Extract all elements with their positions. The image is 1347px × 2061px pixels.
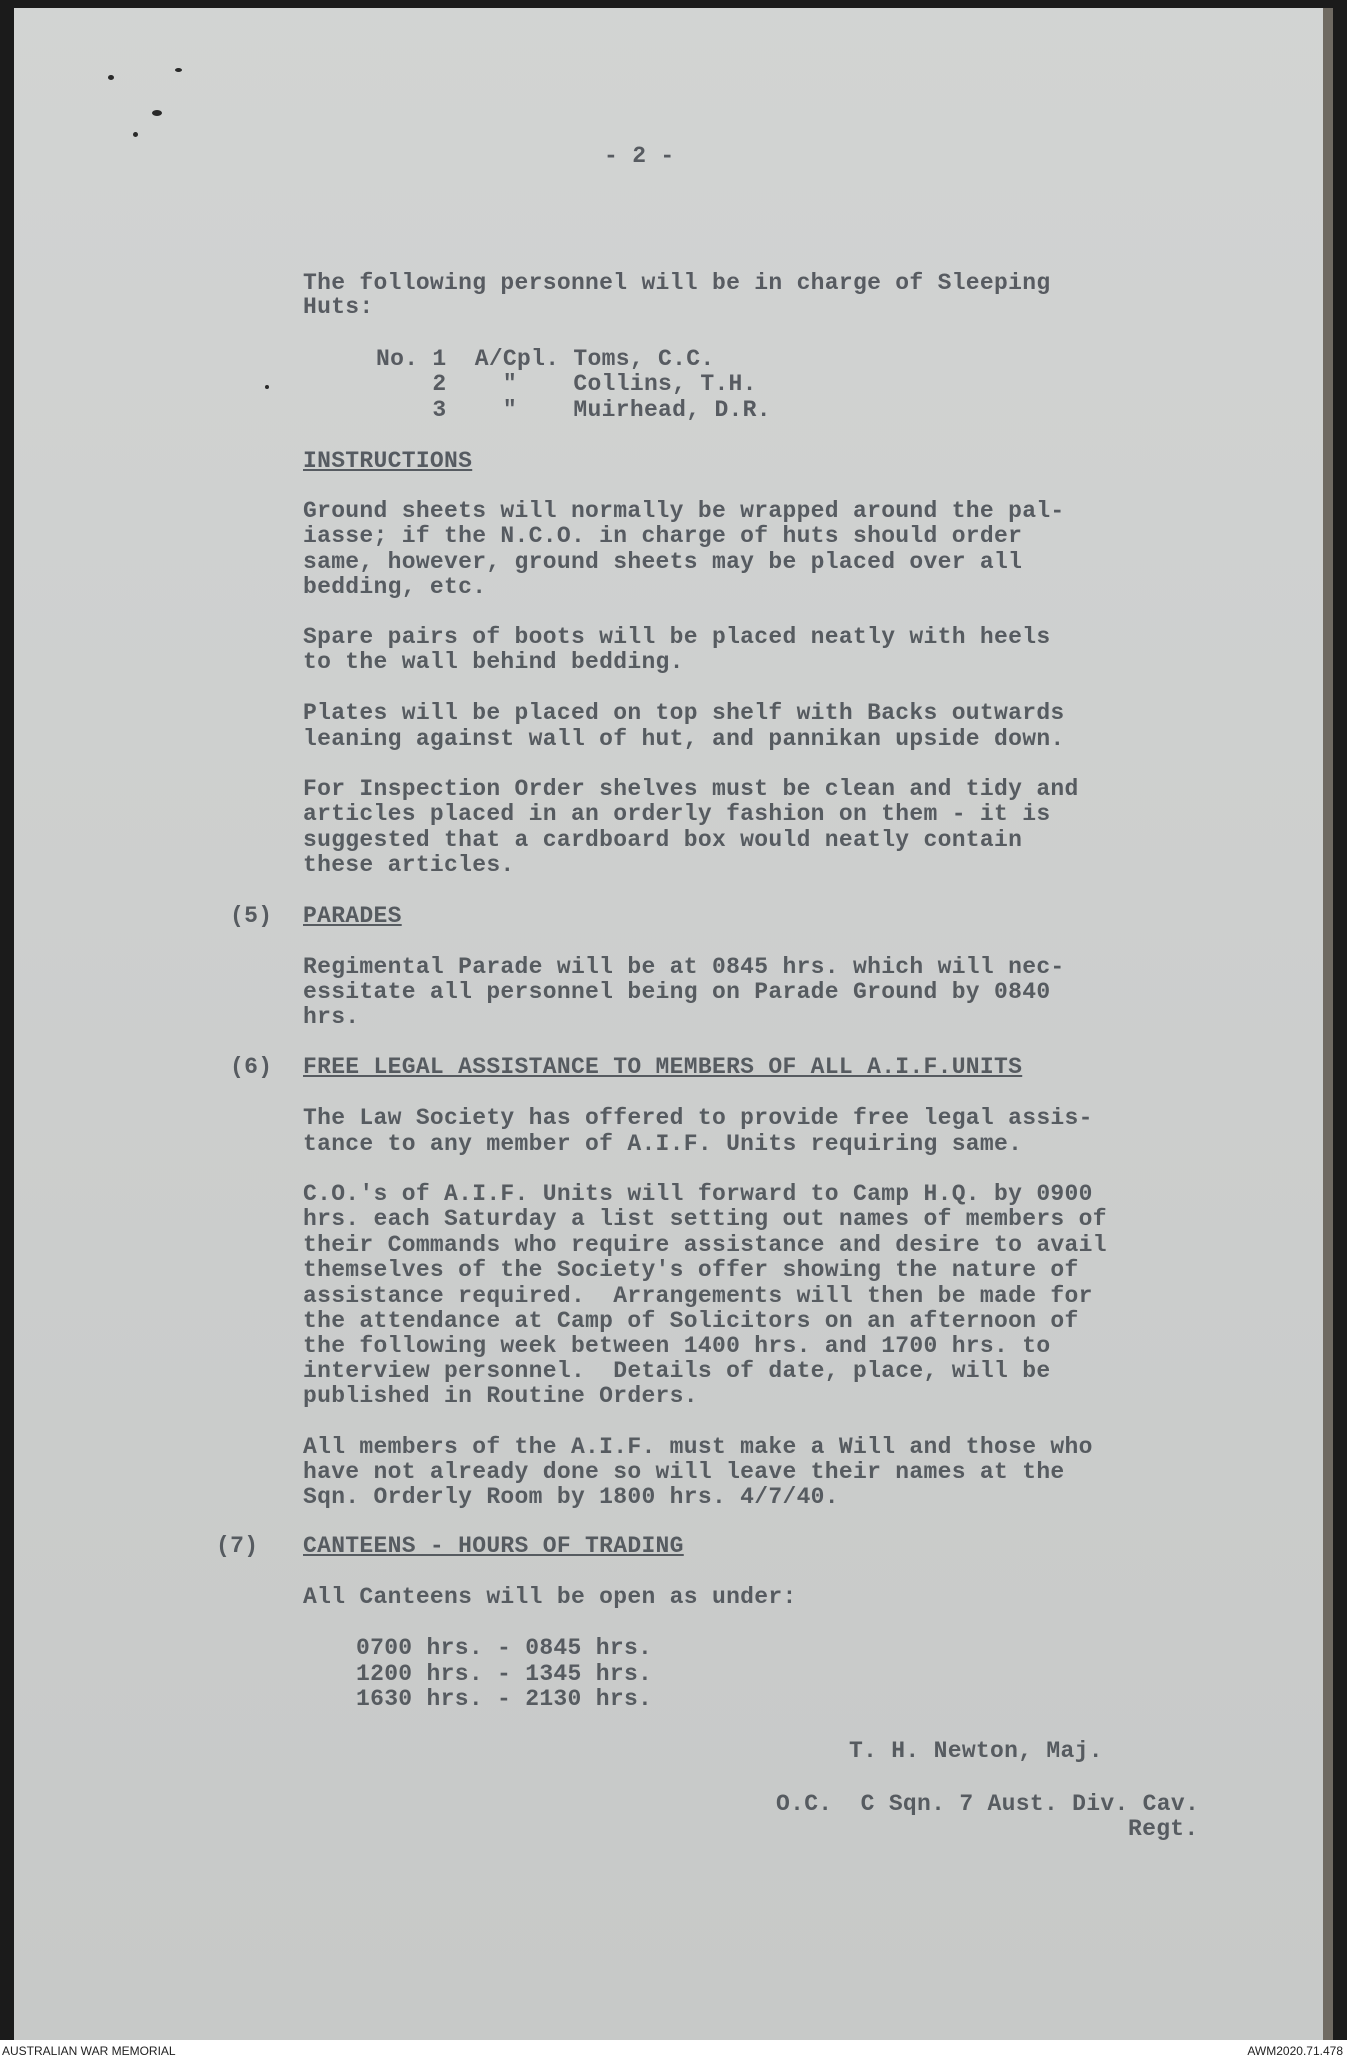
section-6-p3-line: have not already done so will leave their names at the: [303, 1459, 1065, 1485]
footer-accession-number: AWM2020.71.478: [1247, 2044, 1343, 2058]
section-5-heading: PARADES: [303, 903, 402, 929]
section-6-p2-line: assistance required. Arrangements will then be made for: [303, 1283, 1093, 1309]
ink-speck: [152, 110, 162, 116]
section-5-line: hrs.: [303, 1004, 360, 1030]
footer-bar: [0, 2040, 1347, 2061]
canteen-hours-row: 0700 hrs. - 0845 hrs.: [356, 1635, 653, 1661]
instructions-p2-line: to the wall behind bedding.: [303, 649, 684, 675]
instructions-p4-line: articles placed in an orderly fashion on them - it is: [303, 801, 1051, 827]
instructions-p2-line: Spare pairs of boots will be placed neatly with heels: [303, 624, 1051, 650]
ink-speck: [133, 132, 138, 137]
canteen-hours-row: 1630 hrs. - 2130 hrs.: [356, 1686, 653, 1712]
instructions-p4-line: suggested that a cardboard box would neatly contain: [303, 827, 1023, 853]
section-6-p2-line: themselves of the Society's offer showing the nature of: [303, 1257, 1079, 1283]
section-6-p1-line: The Law Society has offered to provide free legal assis-: [303, 1105, 1093, 1131]
hut-assignment-row: 3 " Muirhead, D.R.: [376, 397, 771, 423]
ink-speck: [175, 68, 182, 72]
ink-speck: [265, 385, 269, 389]
huts-intro-line-1: The following personnel will be in charge of Sleeping: [303, 270, 1051, 296]
instructions-p1-line: bedding, etc.: [303, 574, 487, 600]
signatory-title-cont: Regt.: [1128, 1816, 1199, 1842]
ink-speck: [108, 75, 114, 80]
huts-intro-line-2: Huts:: [303, 294, 374, 320]
section-6-p2-line: interview personnel. Details of date, place, will be: [303, 1358, 1051, 1384]
section-6-p2-line: hrs. each Saturday a list setting out names of members of: [303, 1206, 1107, 1232]
hut-assignment-row: No. 1 A/Cpl. Toms, C.C.: [376, 346, 715, 372]
instructions-p3-line: leaning against wall of hut, and pannikan upside down.: [303, 726, 1065, 752]
instructions-heading: INSTRUCTIONS: [303, 448, 473, 474]
instructions-p1-line: iasse; if the N.C.O. in charge of huts should order: [303, 523, 1023, 549]
section-6-p2-line: C.O.'s of A.I.F. Units will forward to Camp H.Q. by 0900: [303, 1181, 1093, 1207]
instructions-p4-line: For Inspection Order shelves must be clean and tidy and: [303, 776, 1079, 802]
section-7-intro: All Canteens will be open as under:: [303, 1584, 797, 1610]
section-5-number: (5): [230, 903, 273, 929]
instructions-p3-line: Plates will be placed on top shelf with Backs outwards: [303, 700, 1065, 726]
section-7-heading: CANTEENS - HOURS OF TRADING: [303, 1533, 684, 1559]
section-6-p2-line: the following week between 1400 hrs. and 1700 hrs. to: [303, 1333, 1051, 1359]
section-7-number: (7): [216, 1533, 259, 1559]
canteen-hours-row: 1200 hrs. - 1345 hrs.: [356, 1661, 653, 1687]
section-6-heading: FREE LEGAL ASSISTANCE TO MEMBERS OF ALL A.I.F.UNITS: [303, 1054, 1023, 1080]
signatory-title: O.C. C Sqn. 7 Aust. Div. Cav.: [776, 1791, 1200, 1817]
section-6-p1-line: tance to any member of A.I.F. Units requiring same.: [303, 1131, 1023, 1157]
section-6-p2-line: the attendance at Camp of Solicitors on an afternoon of: [303, 1308, 1079, 1334]
signatory-name: T. H. Newton, Maj.: [849, 1738, 1103, 1764]
section-6-p2-line: published in Routine Orders.: [303, 1383, 698, 1409]
section-5-line: Regimental Parade will be at 0845 hrs. which will nec-: [303, 954, 1065, 980]
section-5-line: essitate all personnel being on Parade Ground by 0840: [303, 979, 1051, 1005]
hut-assignment-row: 2 " Collins, T.H.: [376, 371, 757, 397]
document-page: [14, 8, 1333, 2040]
section-6-p3-line: Sqn. Orderly Room by 1800 hrs. 4/7/40.: [303, 1484, 839, 1510]
section-6-number: (6): [230, 1054, 273, 1080]
footer-institution: AUSTRALIAN WAR MEMORIAL: [2, 2044, 176, 2058]
section-6-p2-line: their Commands who require assistance and desire to avail: [303, 1232, 1107, 1258]
instructions-p1-line: same, however, ground sheets may be placed over all: [303, 549, 1023, 575]
instructions-p4-line: these articles.: [303, 852, 515, 878]
section-6-p3-line: All members of the A.I.F. must make a Will and those who: [303, 1434, 1093, 1460]
instructions-p1-line: Ground sheets will normally be wrapped around the pal-: [303, 498, 1065, 524]
page-number: - 2 -: [604, 143, 675, 169]
